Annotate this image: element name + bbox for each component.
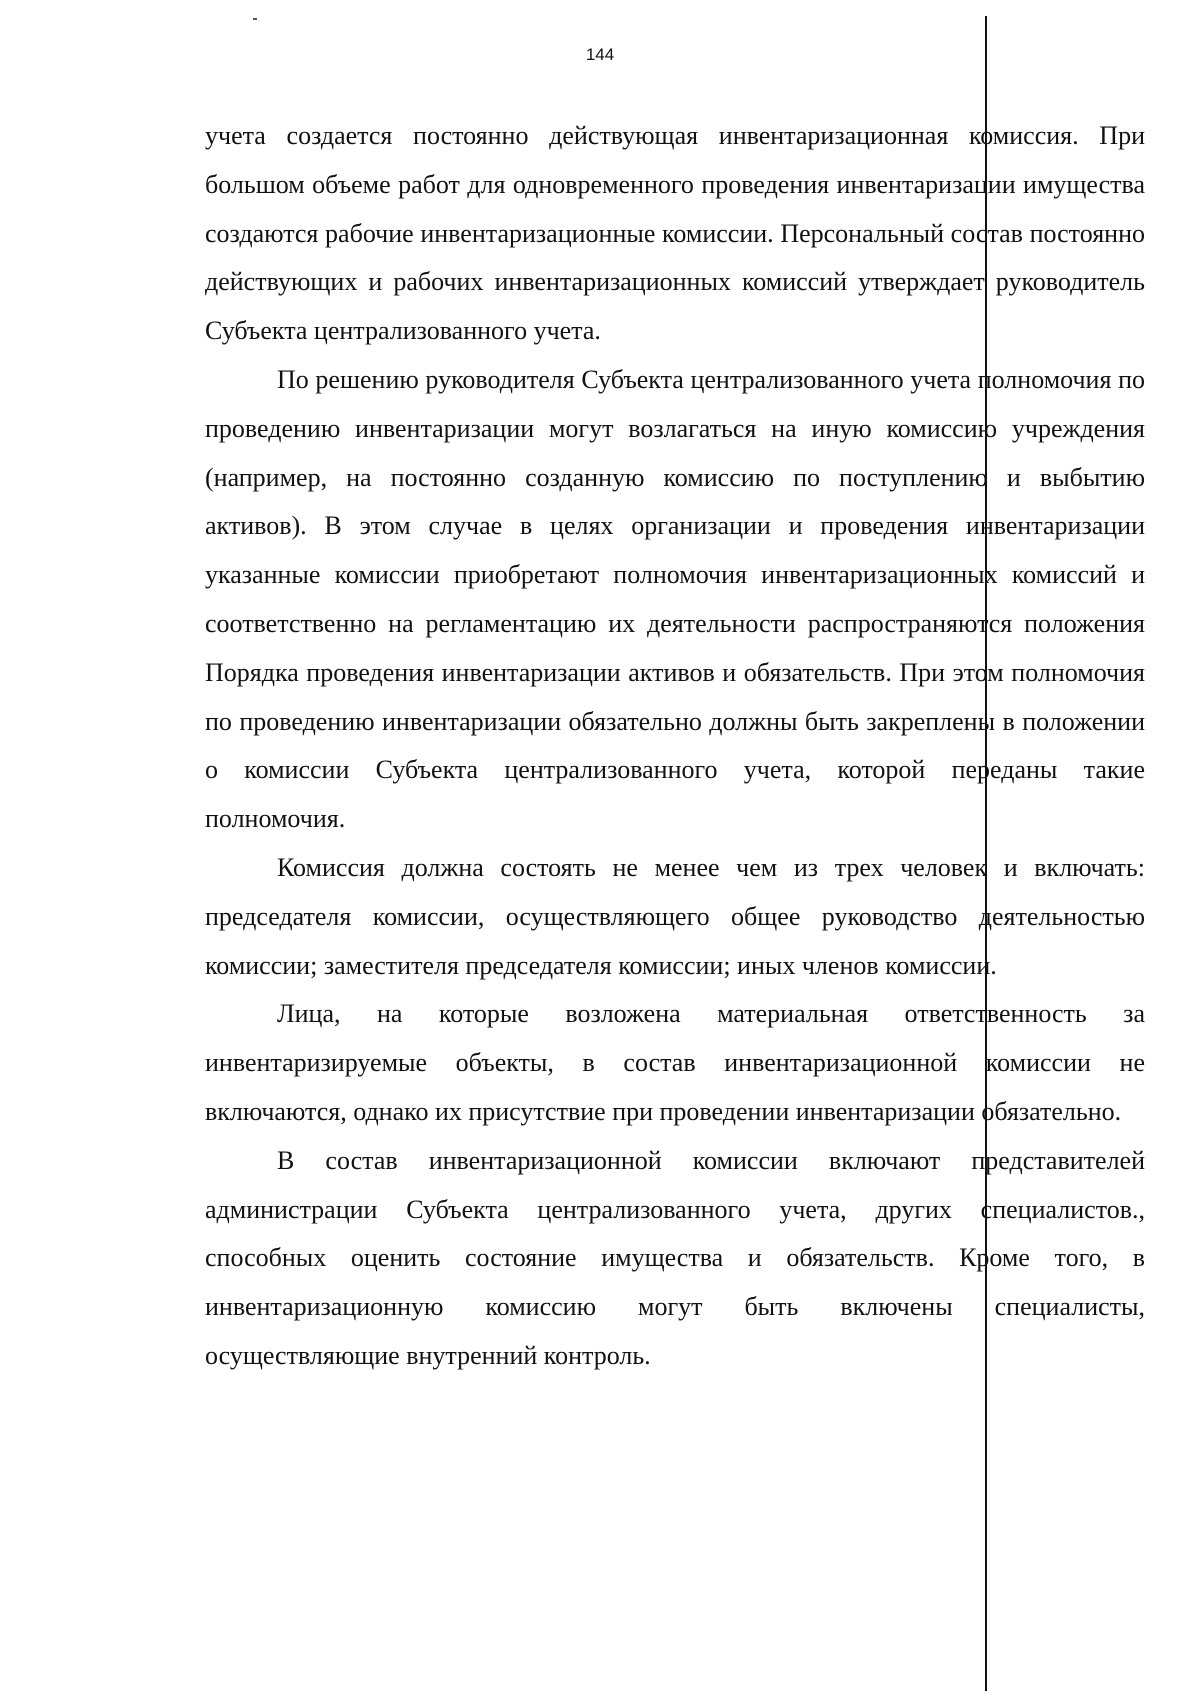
- paragraph-commission-members: В состав инвентаризационной комиссии включают представителей администрации Субъекта централизованного учета, других специалистов., способных оценить состояние имущества и обязательств. Кроме того, в инвентаризационную комиссию могут быть включены специалисты, осуществляющие внутренний контроль.: [205, 1145, 1145, 1370]
- page-number: 144: [585, 45, 615, 64]
- scan-speck: [253, 18, 257, 20]
- paragraph-continuation: учета создается постоянно действующая инвентаризационная комиссия. При большом объеме работ для одновременного проведения инвентаризации имущества создаются рабочие инвентаризационные комиссии. Персональный состав постоянно действующих и рабочих инвентаризационных комиссий утверждает руководитель Субъекта централизованного учета.: [205, 121, 1145, 346]
- document-body: [205, 112, 1145, 1381]
- paragraph-commission-authority: По решению руководителя Субъекта централизованного учета полномочия по проведению инвентаризации могут возлагаться на иную комиссию учреждения (например, на постоянно созданную комиссию по поступлению и выбытию активов). В этом случае в целях организации и проведения инвентаризации указанные комиссии приобретают полномочия инвентаризационных комиссий и соответственно на регламентацию их деятельности распространяются положения Порядка проведения инвентаризации активов и обязательств. При этом полномочия по проведению инвентаризации обязательно должны быть закреплены в положении о комиссии Субъекта централизованного учета, которой переданы такие полномочия.: [205, 364, 1145, 834]
- paragraph-commission-composition: Комиссия должна состоять не менее чем из трех человек и включать: председателя комиссии, осуществляющего общее руководство деятельностью комиссии; заместителя председателя комиссии; иных членов комиссии.: [205, 852, 1145, 980]
- paragraph-responsible-persons: Лица, на которые возложена материальная ответственность за инвентаризируемые объекты, в состав инвентаризационной комиссии не включаются, однако их присутствие при проведении инвентаризации обязательно.: [205, 999, 1145, 1126]
